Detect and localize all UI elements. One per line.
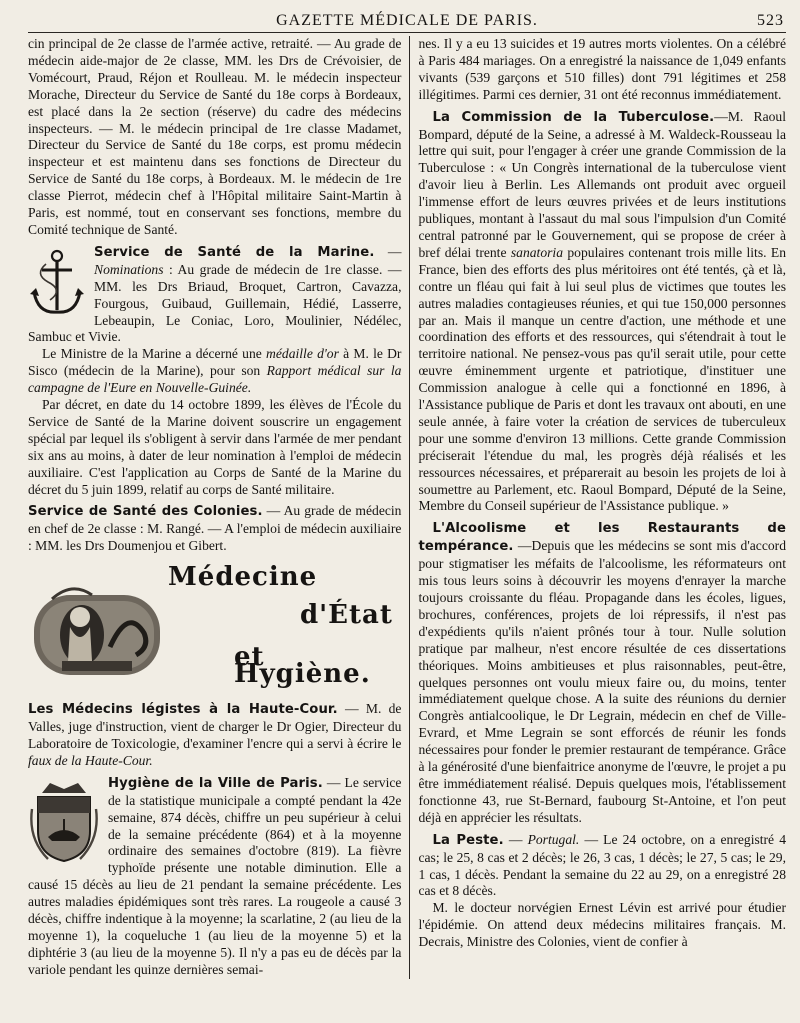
marine-medal-text-2: à M. le Dr Sisco (médecin de la Marine), pour son xyxy=(28,346,402,379)
journal-title: GAZETTE MÉDICALE DE PARIS. xyxy=(276,12,538,29)
alcoolisme-heading: L'Alcoolisme et les Restaurants de tempérance. xyxy=(418,521,786,555)
section-banner xyxy=(28,562,401,693)
anchor-icon xyxy=(28,244,86,323)
marine-medal-text: Le Ministre de la Marine a décerné une xyxy=(42,346,267,362)
marine-heading: Service de Santé de la Marine. xyxy=(94,244,375,260)
hygiene-statistics-text: — Le service de la statistique municipale a compté pendant la 42e semaine, 874 décès, chiffre un peu supérieur à celui de la semaine précédente (864) et à la moyenne ordinaire des semaines d'octobre (819). La fièvre typhoïde présente une notable diminution. Elle a causé 15 décès au lieu de 21 pendant la semaine précédente. Les autres maladies épidémiques sont très rares. La rougeole a causé 3 décès, chiffre indentique à la moyenne; la scarlatine, 2 (au lieu de la moyenne 1), la coqueluche 1 (au lieu de la moyenne 5) et la diphtérie 3 (au lieu de la moyenne 5). Il n'y a pas eu de décès par la variole pendant les quinze dernières semai- xyxy=(28,774,402,977)
paris-coat-of-arms-icon xyxy=(28,775,100,870)
engraving-vignette xyxy=(32,577,162,685)
deaths-continuation-paragraph: nes. Il y a eu 13 suicides et 19 autres morts violentes. On a célébré à Paris 484 mariages. On a enregistré la naissance de 1,049 enfants vivants (539 garçons et 510 filles) dont 791 légitimes et 258 illégitimes. Parmi ces dernier, 31 ont été reconnus immédiatement. xyxy=(418,36,786,102)
tuberculose-letter: populaires contenant trois mille lits. En France, bien des efforts des plus méritoires ont été tentés, çà et là, contre un fléau qui fait à lui seul plus de victimes que toutes les autres maladies contagieuses réunies, et qui tue 150,000 personnes par an. Mais il manque un centre d'action, une méthode et une coordination des efforts et des ressources, qui s'étendrait à tout le territoire national. Ne pensez-vous pas qu'il serait utile, pour cette œuvre éminemment urgente et patriotique, d'instituer une Commission analogue à celle qui a fonctionné en 1896, à l'Assistance publique de Paris et dont les travaux ont abouti, en une seule année, à faire voter la création de services de tuberculeux pour une somme d'environ 13 millions. Cette grande Commission préciserait l'étendue du mal, les progrès déjà réalisés et les ressources nécessaires, et préparerait au besoin les projets de loi à soumettre au Parlement, etc. Raoul Bompard, Député de la Seine, Membre du Conseil supérieur de l'Assistance publique. » xyxy=(418,244,786,514)
alcoolisme-text: —Depuis que les médecins se sont mis d'accord pour stigmatiser les méfaits de l'alcoolisme, les réformateurs ont mis tous leurs soins à découvrir les moyens d'enrayer la marche toujours croissante du fléau. Propagande dans les écoles, ligues, brochures, conférences, projets de loi répressifs, il n'est pas d'expédients qu'ils n'aient prônés tour à tour. Nulle solution pratique par malheur, n'est encore résultée de ces dissertations théoriques. Moins ambitieuses et plus raisonnables, peut-être, quelques personnes ont voulu mieux faire ou, du moins, tenter immédiatement quelque chose. A la suite des réunions du dernier Congrès antialcoolique, le Dr Legrain, médecin en chef de Ville-Evrard, et Mme Legrain se sont efforcés de réunir les fonds nécessaires pour fonder le premier restaurant de tempérance. Grâce à la générosité d'une bienfaitrice anonyme de l'œuvre, le projet a pu être immédiatement réalisé. Depuis quelques mois, l'établissement fonctionne 43, rue St-Bernard, faubourg St-Antoine, et l'on peut déjà en apprécier les résultats. xyxy=(418,538,786,825)
colonies-heading: Service de Santé des Colonies. xyxy=(28,504,263,520)
section-title-hygiene: et Hygiène. xyxy=(234,642,371,690)
marine-nominations-text: : Au grade de médecin de 1re classe. — MM. les Drs Briaud, Broquet, Cartron, Cavazza, Fourgous, Guibaud, Guillemain, Hédié, Lasserre, Lebeaupin, Le Coniac, Loro, Moulinier, Nédélec, Sambuc et Vivie. xyxy=(28,261,402,345)
peste-heading: La Peste. xyxy=(432,832,504,848)
military-appointments-paragraph: cin principal de 2e classe de l'armée active, retraité. — Au grade de médecin aide-major de 2e classe, MM. les Drs de Crévoisier, de Vomécourt, Praud, Réjon et Roulleau. M. le médecin inspecteur Morache, Directeur du Service de Santé du 18e corps à Bordeaux, est placé dans la 2e section (réserve) du cadre des médecins inspecteurs. — M. le médecin principal de 1re classe Madamet, Directeur du Service de Santé du 18e corps, est promu médecin inspecteur et est maintenu dans ses fonctions de Directeur du Service de Santé du 18e corps, à Bordeaux. M. le médecin de 1re classe Pierrot, médecin chef à l'Hôpital militaire Saint-Martin à Paris, est nommé, tout en conservant ses fonctions, membre du Comité technique de Santé. xyxy=(28,36,402,237)
medal-name: médaille d'or xyxy=(266,346,339,362)
right-column: nes. Il y a eu 13 suicides et 19 autres morts violentes. On a célébré à Paris 484 mariages. On a enregistré la naissance de 1,049 enfants vivants (539 garçons et 510 filles) dont 791 légitimes et 258 illégitimes. Parmi ces dernier, 31 ont été reconnus immédiatement. La Commission de la Tuberculose.—M. Raoul Bompard, député de la Seine, a adressé à M. Waldeck-Rousseau la lettre qui suit, pour l'engager à créer une grande Commission de la Tuberculose : « Un Congrès international de la tuberculose vient d'avoir lieu à Berlin. Les Allemands ont produit avec orgueil l'immense effort de leurs œuvres privées et de leurs institutions publiques, montant à l'assaut du mal sous l'impulsion d'un Comité central patronné par le Gouvernement, qui se propose de créer à bref délai trente sanatoria populaires contenant trois mille lits. En France, bien des efforts des plus méritoires ont été tentés, çà et là, contre un fléau qui fait à lui seul plus de victimes que toutes les autres maladies contagieuses réunies, et qui tue 150,000 personnes par an. Mais il manque un centre d'action, une méthode et une coordination des efforts et des ressources, qui s'étendrait à tout le territoire national. Ne pensez-vous pas qu'il serait utile, pour cette œuvre éminemment urgente et patriotique, d'instituer une Commission analogue à celle qui a fonctionné en 1896, à l'Assistance publique de Paris et dont les travaux ont abouti, en une seule année, à faire voter la création de services de tuberculeux pour une somme d'environ 13 millions. Cette grande Commission préciserait l'étendue du mal, les progrès déjà réalisés et les ressources nécessaires, et préparerait au besoin les projets de loi à soumettre au Parlement, etc. Raoul Bompard, Député de la Seine, Membre du Conseil supérieur de l'Assistance publique. » L'Alcoolisme et les Restaurants de tempérance. —Depuis que les médecins se sont mis d'accord pour stigmatiser les méfaits de l'alcoolisme, les réformateurs ont mis tous leurs soins à découvrir les moyens d'enrayer la marche toujours croissante du fléau. Propagande dans les écoles, ligues, brochures, conférences, projets de loi répressifs, il n'est pas d'expédients qu'ils n'aient prônés tour à tour. Nulle solution pratique par malheur, n'est encore résultée de ces dissertations théoriques. Moins ambitieuses et plus raisonnables, peut-être, quelques personnes ont voulu mieux faire ou, du moins, tenter immédiatement quelque chose. A la suite des réunions du dernier Congrès antialcoolique, le Dr Legrain, médecin en chef de Ville-Evrard, et Mme Legrain se sont efforcés de réunir les fonds nécessaires pour fonder le premier restaurant de tempérance. Grâce à la générosité d'une bienfaitrice anonyme de l'œuvre, le projet a pu être immédiatement réalisé. Depuis quelques mois, l'établissement fonctionne 43, rue St-Bernard, faubourg St-Antoine, et l'on peut déjà en apprécier les résultats. La Peste. — Portugal. — Le 24 octobre, on a enregistré 4 cas; le 25, 8 cas et 2 décès; le 26, 3 cas, 1 décès; le 27, 5 cas; le 29, 1 cas, 1 décès. Pendant la semaine du 22 au 29, on a enregistré 28 cas et 8 décès. M. le docteur norvégien Ernest Lévin est arrivé pour étudier l'épidémie. On attend deux médecins militaires français. M. Decrais, Ministre des Colonies, vient de confier à xyxy=(409,36,786,979)
marine-decree-paragraph: Par décret, en date du 14 octobre 1899, les élèves de l'École du Service de Santé de la Marine doivent souscrire un engagement spécial par lequel ils s'obligent à servir dans l'armée de mer pendant six ans au moins, à dater de leur nomination à l'emploi de médecin auxiliaire. C'est l'application au Corps de Santé de la Marine du décret du 5 juin 1899, relatif au corps de Santé militaire. xyxy=(28,397,402,497)
peste-paragraph-2: M. le docteur norvégien Ernest Lévin est arrivé pour étudier l'épidémie. On attend deux médecins militaires français. M. Decrais, Ministre des Colonies, vient de confier à xyxy=(418,900,786,950)
legistes-text: — M. de Valles, juge d'instruction, vient de charger le Dr Ogier, Directeur du Laboratoire de Toxicologie, d'examiner l'encre qui a servi à écrire le xyxy=(28,701,402,751)
peste-place: Portugal. xyxy=(527,831,580,847)
page-number: 523 xyxy=(757,12,784,29)
marine-subheading: Nominations xyxy=(94,261,164,277)
legistes-heading: Les Médecins légistes à la Haute-Cour. xyxy=(28,702,338,718)
tuberculose-intro: —M. Raoul Bompard, député de la Seine, a adressé à M. Waldeck-Rousseau la lettre qui suit, pour l'engager à créer une grande Commission de la Tuberculose : « Un Congrès international de la tuberculose vient d'avoir lieu à Berlin. Les Allemands ont produit avec orgueil l'immense effort de leurs œuvres privées et de leurs institutions publiques, montant à l'assaut du mal sous l'impulsion d'un Comité central patronné par le Gouvernement, qui se propose de créer à bref délai trente xyxy=(418,108,786,260)
hygiene-heading: Hygiène de la Ville de Paris. xyxy=(108,775,323,791)
legistes-italic: faux de la Haute-Cour. xyxy=(28,752,153,768)
peste-text: — Le 24 octobre, on a enregistré 4 cas; le 25, 8 cas et 2 décès; le 26, 3 cas, 1 décès; le 27, 5 cas; le 29, 1 cas, 1 décès. Pendant la semaine du 22 au 29, on a enregistré 28 cas et 8 décès. xyxy=(418,831,787,899)
tuberculose-heading: La Commission de la Tuberculose. xyxy=(432,109,715,125)
sanatoria-word: sanatoria xyxy=(510,244,563,260)
section-title-medecine: Médecine xyxy=(168,562,318,593)
colonies-text: — Au grade de médecin en chef de 2e classe : M. Rangé. — A l'emploi de médecin auxiliaire : MM. les Drs Doumenjou et Gibert. xyxy=(28,503,402,554)
running-head xyxy=(28,10,786,33)
section-title-etat: d'État xyxy=(300,600,393,631)
report-title: Rapport médical sur la campagne de l'Eure en Nouvelle-Guinée. xyxy=(28,363,402,396)
left-column: cin principal de 2e classe de l'armée active, retraité. — Au grade de médecin aide-major de 2e classe, MM. les Drs de Crévoisier, de Vomécourt, Praud, Réjon et Roulleau. M. le médecin inspecteur Morache, Directeur du Service de Santé du 18e corps à Bordeaux, est placé dans la 2e section (réserve) du cadre des médecins inspecteurs. — M. le médecin principal de 1re classe Madamet, Directeur du Service de Santé du 18e corps, est promu médecin inspecteur et est maintenu dans ses fonctions de Directeur du Service de Santé du 18e corps, à Bordeaux. M. le médecin de 1re classe Pierrot, médecin chef à l'Hôpital militaire Saint-Martin à Paris, est nommé, tout en conservant ses fonctions, membre du Comité technique de Santé. Service de Santé de la Marine. — Nominations : Au grade de médecin de 1re classe. — MM. les Drs Briaud, Broquet, Cartron, Cavazza, Fourgous, Guibaud, Guillemain, Hédié, Lasserre, Lebeaupin, Le Coniac, Loro, Moulinier, Nédélec, Sambuc et Vivie. Le Ministre de la Marine a décerné une médaille d'or à M. le Dr Sisco (médecin de la Marine), pour son Rapport médical sur la campagne de l'Eure en Nouvelle-Guinée. Par décret, en date du 14 octobre 1899, les élèves de l'École du Service de Santé de la Marine doivent souscrire un engagement spécial par lequel ils s'obligent à servir dans l'armée de mer pendant six ans au moins, à dater de leur nomination à l'emploi de médecin auxiliaire. C'est l'application au Corps de Santé de la Marine du décret du 5 juin 1899, relatif au corps de Santé militaire. Service de Santé des Colonies. — Au grade de médecin en chef de 2e classe : M. Rangé. — A l'emploi de médecin auxiliaire : MM. les Drs Doumenjou et Gibert. Médecine d'État et Hygiène. Les Médecins légistes à la Haute-Cour. — M. de Valles, juge d'instruction, vient de charger le Dr Ogier, Directeur du Laboratoire de Toxicologie, d'examiner l'encre qui a servi à écrire le faux de la Haute-Cour. Hygiène de la Ville de Paris. — Le service de la statistique municipale a compté pendant la 42e semaine, 874 décès, chiffre un peu supérieur à celui de la semaine précédente (864) et à la moyenne ordinaire des semaines d'octobre (819). La fièvre typhoïde présente une notable diminution. Elle a causé 15 décès au lieu de 21 pendant la semaine précédente. Les autres maladies épidémiques sont très rares. La rougeole a causé 3 décès, chiffre indentique à la moyenne; la scarlatine, 2 (au lieu de la moyenne 1), la coqueluche 1 (au lieu de la moyenne 5) et la diphtérie 3 (au lieu de la moyenne 5). Il n'y a pas eu de décès par la variole pendant les quinze dernières semai- xyxy=(28,36,402,977)
